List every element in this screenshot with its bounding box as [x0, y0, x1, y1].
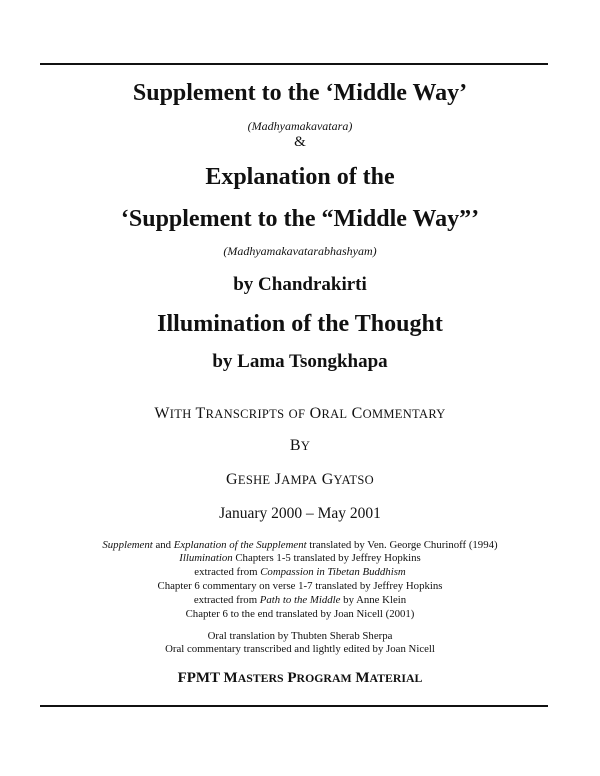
bottom-rule — [40, 705, 548, 707]
title-explanation-line2: ‘Supplement to the “Middle Way”’ — [120, 206, 480, 232]
by-line: BY — [289, 437, 311, 454]
credit-line-2: Illumination Chapters 1-5 translated by Jeffrey Hopkins — [179, 552, 421, 564]
program-material-heading: FPMT MASTERS PROGRAM MATERIAL — [177, 670, 423, 686]
title-supplement: Supplement to the ‘Middle Way’ — [132, 80, 468, 106]
ampersand: & — [294, 134, 306, 150]
credit-line-6: Chapter 6 to the end translated by Joan Nicell (2001) — [185, 608, 415, 620]
with-transcripts-line: WITH TRANSCRIPTS OF ORAL COMMENTARY — [154, 405, 446, 422]
subtitle-bhashyam: (Madhyamakavatarabhashyam) — [223, 244, 377, 258]
credit-line-1: Supplement and Explanation of the Supplement translated by Ven. George Churinoff (1994) — [102, 539, 498, 551]
credit-line-7: Oral translation by Thubten Sherab Sherpa — [207, 630, 393, 642]
teacher-name: GESHE JAMPA GYATSO — [226, 471, 374, 488]
author-tsongkhapa: by Lama Tsongkhapa — [212, 351, 388, 372]
credit-line-8: Oral commentary transcribed and lightly edited by Joan Nicell — [165, 643, 435, 655]
credit-line-3: extracted from Compassion in Tibetan Buddhism — [194, 566, 406, 578]
subtitle-madhyamakavatara: (Madhyamakavatara) — [247, 119, 353, 133]
title-illumination: Illumination of the Thought — [157, 311, 443, 337]
author-chandrakirti: by Chandrakirti — [233, 274, 367, 295]
date-range: January 2000 – May 2001 — [219, 505, 381, 522]
credit-line-5: extracted from Path to the Middle by Anne Klein — [193, 594, 407, 606]
title-explanation-line1: Explanation of the — [205, 164, 395, 190]
top-rule — [40, 63, 548, 65]
credit-line-4: Chapter 6 commentary on verse 1-7 translated by Jeffrey Hopkins — [157, 580, 443, 592]
